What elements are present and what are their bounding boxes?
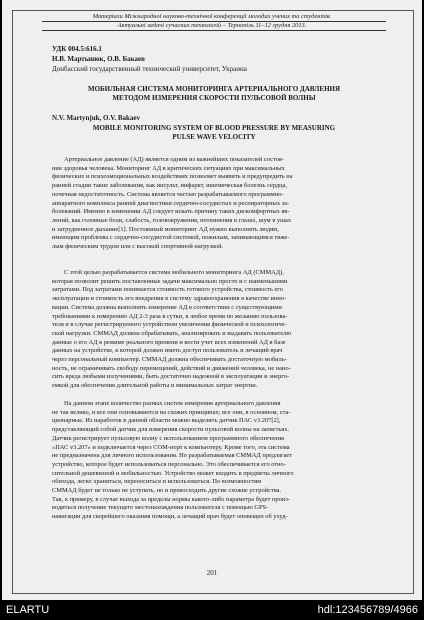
page-number: 201 xyxy=(206,569,218,577)
paragraph-line: «ПАС v3.207» и подключается через COM-порт к компьютеру. Кроме того, эта система xyxy=(52,443,290,451)
paragraph-line: СММАД будет не только не уступать, но и превосходить другие схожие устройства. xyxy=(52,487,282,494)
authors-en: N.V. Martynjuk, O.V. Bakaev xyxy=(52,114,141,122)
authors-ru: Н.В. Мартынюк, О.В. Бакаев xyxy=(52,55,145,63)
paragraph-line: представляющий собой датчик для измерения скорости пульсовой волны на запястьях. xyxy=(52,426,290,434)
paragraph-line: обихода, легко храниться, переноситься и использоваться. По возможностям xyxy=(52,478,262,486)
paragraph-line: водиться получение текущего местонахождения пользователя с помощью GPS- xyxy=(52,504,269,512)
paragraph-line: данных на устройстве, к которой должен иметь доступ пользователь и лечащий врач xyxy=(52,347,283,355)
paragraph-line: не предназначена для личного использования. Но разрабатываемая СММАД предлагает xyxy=(52,452,293,460)
paragraph-line: навигации для скорейшего оказания помощи, а лечащий врач будет оповещен об ухуд- xyxy=(52,513,288,521)
paragraph-line: Датчик регистрирует пульсовую волну с использованием программного обеспечения xyxy=(52,434,284,442)
affiliation-ru: Донбасский государственный технический университет, Украина xyxy=(52,65,247,73)
conference-header-line-2: Актуальні задачі сучасних технологій – Тернопіль 11–12 грудня 2013. xyxy=(117,22,307,29)
title-ru-line-2: МЕТОДОМ ИЗМЕРЕНИЯ СКОРОСТИ ПУЛЬСОВОЙ ВОЛНЫ xyxy=(112,94,316,102)
conference-header-line-1: Матеріали Міжнародної науково-технічної конференції молодих учених та студентів. xyxy=(92,13,332,20)
paragraph-line: Так, к примеру, в случае выхода за пределы нормы какого-либо параметра будет произ- xyxy=(52,495,290,503)
paragraph-line: вации. Система должна выполнять измерение АД в соответствии с существующими xyxy=(52,303,282,311)
paragraph-line: почечная недостаточность. Система является частью разрабатываемого программно- xyxy=(52,190,284,198)
title-en-line-1: MOBILE MONITORING SYSTEM OF BLOOD PRESSURE BY MEASURING xyxy=(92,124,336,132)
paragraph-line: теля и в случае регистрируемого устройством увеличения физической и психологиче- xyxy=(52,321,287,329)
paragraph-line: которая позволит решить поставленные задачи максимально просто и с наименьшими xyxy=(52,277,288,285)
paragraph-line: не так велико, и все они основываются на схожих принципах; все они, в основном, ста- xyxy=(52,408,291,416)
paragraph-line: сить вреда любыми излучениями, быть достаточно надежной в эксплуатации и энерго- xyxy=(52,373,290,381)
footer-repository-name: ELARTU xyxy=(6,604,50,616)
paragraph-line: С этой целью разрабатывается система мобильного мониторинга АД (СММАД), xyxy=(64,269,284,276)
paragraph-line: имеющим проблемы с сердечно-сосудистой системой, пожилым, занимающимся тяже- xyxy=(52,234,290,242)
paragraph-line: требованиями к измерению АД 2-3 раза в сутки, в любое время по желанию пользова- xyxy=(52,312,288,320)
paragraph-line: затратами. Под затратами понимается стоимость готового устройства, стоимость его xyxy=(52,286,283,294)
paragraph-line: лений, как головные боли, слабость, головокружения, потемнения в глазах, шум в ушах xyxy=(52,216,292,224)
title-ru-line-1: МОБИЛЬНАЯ СИСТЕМА МОНИТОРИНГА АРТЕРИАЛЬНОГО ДАВЛЕНИЯ xyxy=(87,85,341,93)
paragraph-line: устройство, которое будет использоваться персонально. Это обеспечивается его отно- xyxy=(52,460,286,468)
paragraph-line: сительной дешевизной и мобильностью. Устройство может входить в предметы личного xyxy=(52,469,294,477)
paragraph-line: болеваний. Именно в изменении АД следует искать причину таких дискомфортных яв- xyxy=(52,208,290,216)
paragraph-line: физических и психоэмоциональных воздействиях позволяет выявить и предупредить на xyxy=(52,173,293,181)
paragraph-line: емкой для обеспечения длительной работы и минимальных затрат энергии. xyxy=(52,382,258,390)
paragraph-line: лым физическим трудом или с высокой спортивной нагрузкой. xyxy=(52,243,224,250)
udk-code: УДК 004.5:616.1 xyxy=(52,45,102,53)
paragraph-line: ранней стадии такие заболевания, как инсульт, инфаркт, ишемическая болезнь сердца, xyxy=(52,182,288,190)
title-en-line-2: PULSE WAVE VELOCITY xyxy=(172,133,256,141)
paragraph-line: и затрудненное дыхание[1]. Постоянный мониторинг АД нужно выполнять людям, xyxy=(52,225,279,233)
paragraph-line: через персональный компьютер. СММАД должна обеспечивать достаточную мобиль- xyxy=(52,356,287,363)
header-rule-bottom xyxy=(42,30,386,31)
paragraph-line: эксплуатации и стоимость его внедрения в систему здравоохранения в качестве инно- xyxy=(52,295,287,303)
paragraph-line: данные о его АД в режиме реального времени и вести учет всех изменений АД в базе xyxy=(52,338,286,346)
footer-handle: hdl:123456789/4966 xyxy=(317,604,418,616)
paragraph-line: аппаратного комплекса ранней диагностики сердечно-сосудистых и респираторных за- xyxy=(52,199,290,207)
paragraph-line: ность, не ограничивать свободу перемещений, действий и движений человека, не нано- xyxy=(52,364,291,372)
document-page xyxy=(2,0,422,600)
paragraph-line: На данном этапе количество разных систем измерения артериального давления xyxy=(64,400,281,407)
footer-bar xyxy=(0,600,424,620)
paragraph-line: ния здоровья человека. Мониторинг АД в критических ситуациях при максимальных xyxy=(52,164,285,172)
paragraph-line: ской нагрузки. СММАД должна обрабатывать, анализировать и выдавать пользователю xyxy=(52,329,292,337)
paragraph-line: Артериальное давление (АД) является одним из важнейших показателей состоя- xyxy=(64,156,284,163)
paragraph-line: ционарные. Из наработок в данной области можно выделить датчик ПАС v3.207[2], xyxy=(52,417,281,425)
